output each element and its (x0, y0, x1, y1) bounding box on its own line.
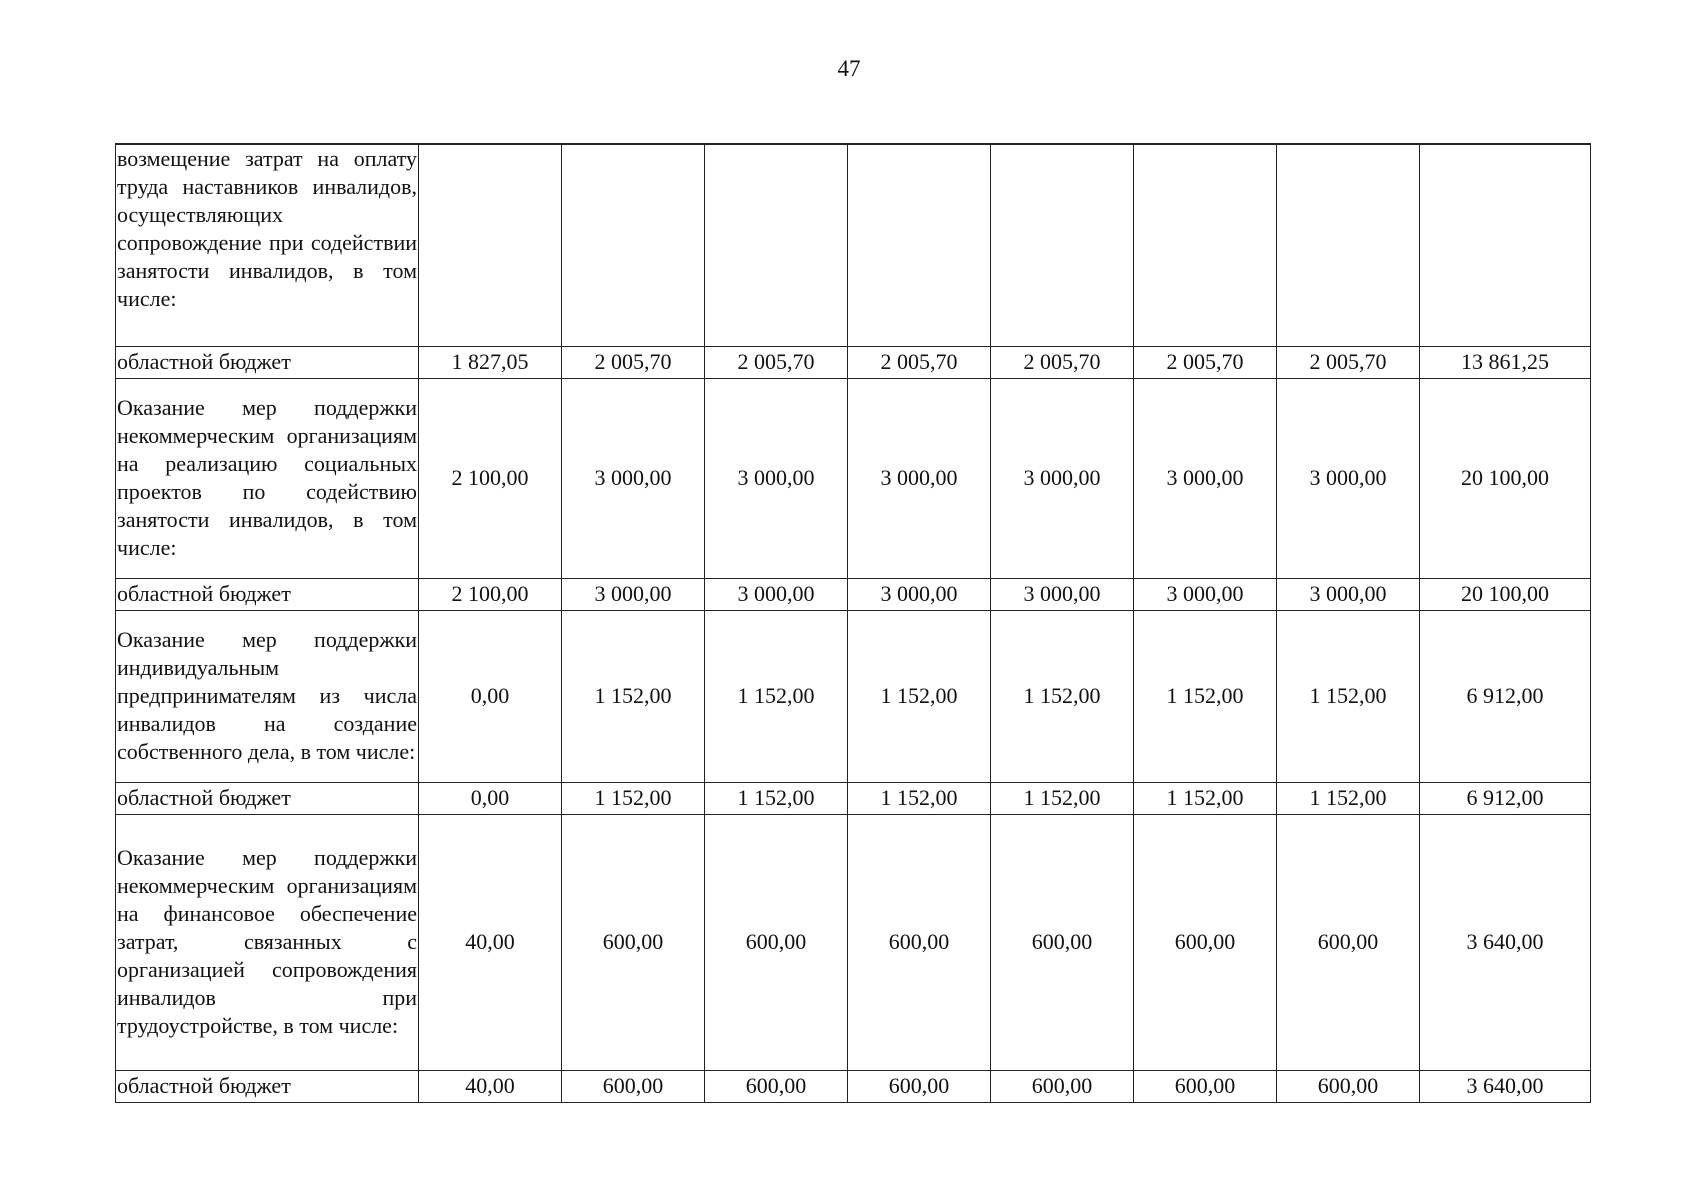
value-cell: 3 000,00 (848, 578, 991, 610)
value-cell: 600,00 (848, 1070, 991, 1102)
row-label: Оказание мер поддержки некоммерческим организациям на финансовое обеспечение затрат, связанных с организацией сопровождения инвалидов при трудоустройстве, в том числе: (116, 814, 419, 1070)
total-cell: 20 100,00 (1420, 378, 1591, 578)
value-cell (705, 144, 848, 346)
value-cell: 1 152,00 (1134, 782, 1277, 814)
row-label: областной бюджет (116, 346, 419, 378)
total-cell: 20 100,00 (1420, 578, 1591, 610)
value-cell (1277, 144, 1420, 346)
table-row (116, 782, 1591, 814)
value-cell: 40,00 (419, 814, 562, 1070)
value-cell: 600,00 (848, 814, 991, 1070)
row-label: возмещение затрат на оплату труда наставников инвалидов, осуществляющих сопровождение при содействии занятости инвалидов, в том числе: (116, 144, 419, 346)
row-label: областной бюджет (116, 782, 419, 814)
total-cell: 3 640,00 (1420, 814, 1591, 1070)
value-cell: 600,00 (1277, 1070, 1420, 1102)
value-cell (848, 144, 991, 346)
value-cell: 3 000,00 (991, 578, 1134, 610)
value-cell: 1 152,00 (1134, 610, 1277, 782)
value-cell (419, 144, 562, 346)
value-cell: 3 000,00 (1277, 378, 1420, 578)
value-cell: 2 005,70 (848, 346, 991, 378)
row-label: областной бюджет (116, 578, 419, 610)
total-cell: 6 912,00 (1420, 782, 1591, 814)
row-label: Оказание мер поддержки индивидуальным предпринимателям из числа инвалидов на создание собственного дела, в том числе: (116, 610, 419, 782)
value-cell: 0,00 (419, 610, 562, 782)
value-cell: 1 827,05 (419, 346, 562, 378)
budget-table (115, 143, 1591, 1103)
row-label: областной бюджет (116, 1070, 419, 1102)
value-cell (562, 144, 705, 346)
table-row (116, 610, 1591, 782)
table-row (116, 378, 1591, 578)
page-number: 47 (837, 56, 861, 81)
value-cell: 1 152,00 (705, 610, 848, 782)
row-label: Оказание мер поддержки некоммерческим организациям на реализацию социальных проектов по содействию занятости инвалидов, в том числе: (116, 378, 419, 578)
value-cell: 3 000,00 (1134, 578, 1277, 610)
value-cell: 1 152,00 (705, 782, 848, 814)
total-cell: 6 912,00 (1420, 610, 1591, 782)
value-cell: 3 000,00 (991, 378, 1134, 578)
value-cell: 2 005,70 (991, 346, 1134, 378)
value-cell: 600,00 (562, 814, 705, 1070)
total-cell (1420, 144, 1591, 346)
value-cell: 600,00 (1134, 814, 1277, 1070)
value-cell: 2 005,70 (562, 346, 705, 378)
value-cell: 1 152,00 (991, 782, 1134, 814)
table-row (116, 346, 1591, 378)
value-cell: 600,00 (991, 1070, 1134, 1102)
value-cell: 600,00 (705, 814, 848, 1070)
total-cell: 3 640,00 (1420, 1070, 1591, 1102)
value-cell: 1 152,00 (562, 782, 705, 814)
value-cell: 2 005,70 (1134, 346, 1277, 378)
value-cell (991, 144, 1134, 346)
table-row (116, 578, 1591, 610)
table-row (116, 1070, 1591, 1102)
value-cell: 3 000,00 (1134, 378, 1277, 578)
value-cell: 3 000,00 (705, 378, 848, 578)
value-cell: 600,00 (705, 1070, 848, 1102)
value-cell: 600,00 (1277, 814, 1420, 1070)
value-cell: 1 152,00 (562, 610, 705, 782)
value-cell: 1 152,00 (991, 610, 1134, 782)
value-cell: 1 152,00 (1277, 610, 1420, 782)
value-cell: 0,00 (419, 782, 562, 814)
value-cell: 600,00 (562, 1070, 705, 1102)
value-cell (1134, 144, 1277, 346)
value-cell: 3 000,00 (1277, 578, 1420, 610)
value-cell: 2 005,70 (1277, 346, 1420, 378)
value-cell: 2 100,00 (419, 578, 562, 610)
value-cell: 3 000,00 (562, 378, 705, 578)
total-cell: 13 861,25 (1420, 346, 1591, 378)
value-cell: 1 152,00 (848, 782, 991, 814)
table-row (116, 144, 1591, 346)
value-cell: 2 100,00 (419, 378, 562, 578)
value-cell: 600,00 (1134, 1070, 1277, 1102)
value-cell: 40,00 (419, 1070, 562, 1102)
value-cell: 1 152,00 (1277, 782, 1420, 814)
value-cell: 3 000,00 (848, 378, 991, 578)
value-cell: 3 000,00 (705, 578, 848, 610)
table-row (116, 814, 1591, 1070)
value-cell: 1 152,00 (848, 610, 991, 782)
value-cell: 3 000,00 (562, 578, 705, 610)
value-cell: 2 005,70 (705, 346, 848, 378)
value-cell: 600,00 (991, 814, 1134, 1070)
